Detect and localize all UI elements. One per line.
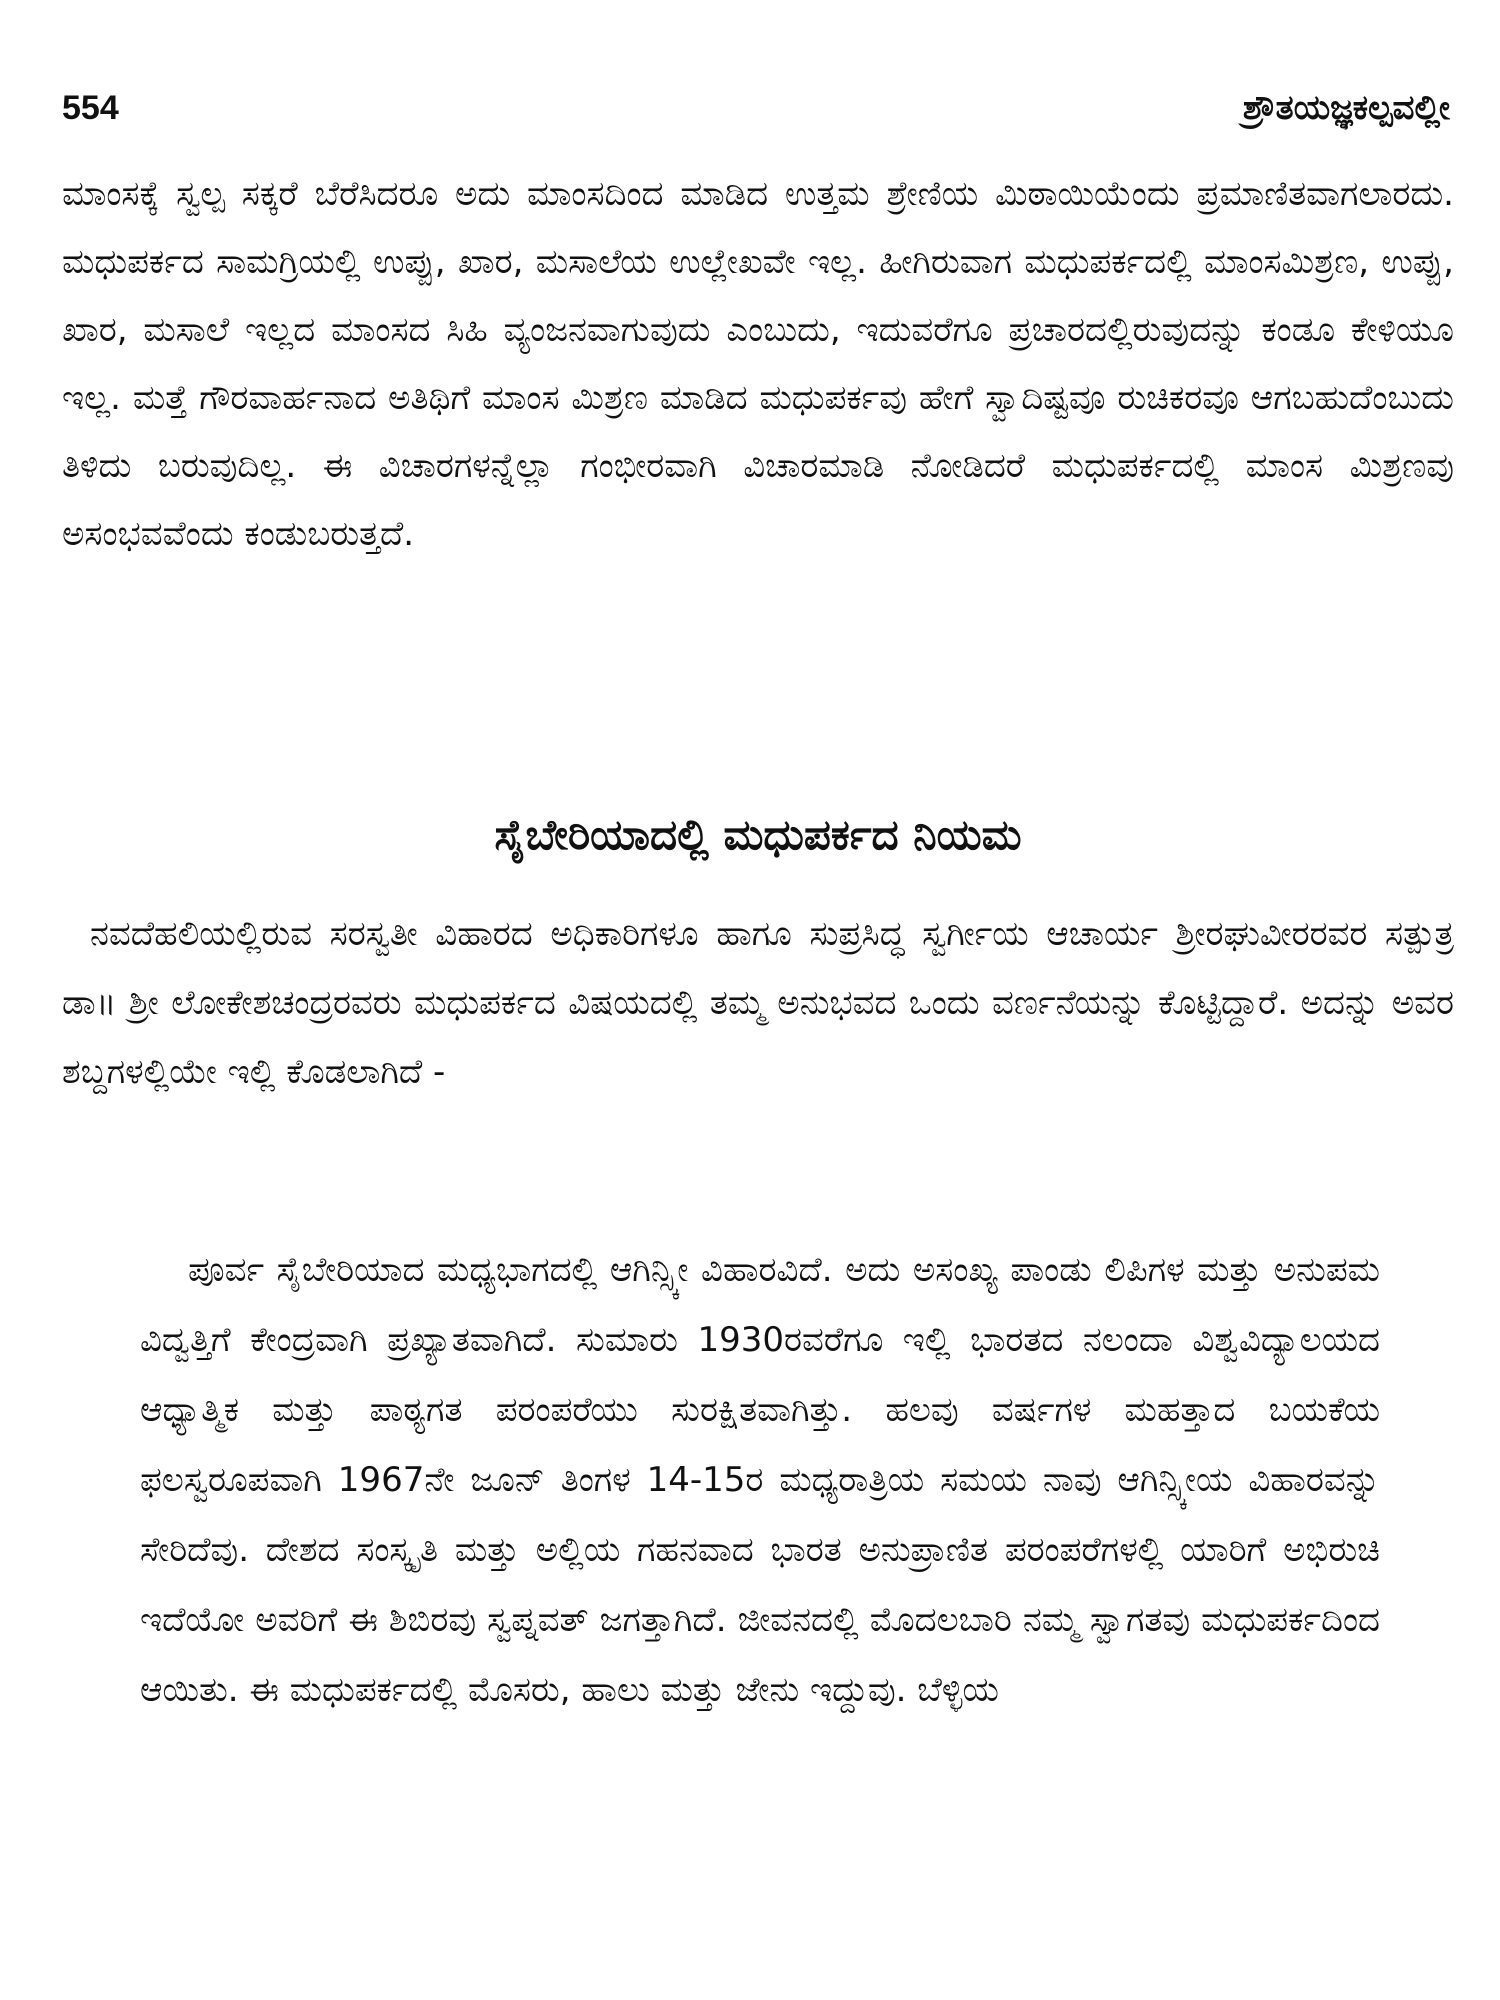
body-paragraph-1: ಮಾಂಸಕ್ಕೆ ಸ್ವಲ್ಪ ಸಕ್ಕರೆ ಬೆರೆಸಿದರೂ ಅದು ಮಾಂಸದಿಂದ ಮಾಡಿದ ಉತ್ತಮ ಶ್ರೇಣಿಯ ಮಿಠಾಯಿಯೆಂದು ಪ್ರಮಾಣಿತವಾಗಲಾರದು. ಮಧುಪರ್ಕದ ಸಾಮಗ್ರಿಯಲ್ಲಿ ಉಪ್ಪು, ಖಾರ, ಮಸಾಲೆಯ ಉಲ್ಲೇಖವೇ ಇಲ್ಲ. ಹೀಗಿರುವಾಗ ಮಧುಪರ್ಕದಲ್ಲಿ ಮಾಂಸಮಿಶ್ರಣ, ಉಪ್ಪು, ಖಾರ, ಮಸಾಲೆ ಇಲ್ಲದ ಮಾಂಸದ ಸಿಹಿ ವ್ಯಂಜನವಾಗುವುದು ಎಂಬುದು, ಇದುವರೆಗೂ ಪ್ರಚಾರದಲ್ಲಿರುವುದನ್ನು ಕಂಡೂ ಕೇಳಿಯೂ ಇಲ್ಲ. ಮತ್ತೆ ಗೌರವಾರ್ಹನಾದ ಅತಿಥಿಗೆ ಮಾಂಸ ಮಿಶ್ರಣ ಮಾಡಿದ ಮಧುಪರ್ಕವು ಹೇಗೆ ಸ್ವಾದಿಷ್ಟವೂ ರುಚಿಕರವೂ ಆಗಬಹುದೆಂಬುದು ತಿಳಿದು ಬರುವುದಿಲ್ಲ. ಈ ವಿಚಾರಗಳನ್ನೆಲ್ಲಾ ಗಂಭೀರವಾಗಿ ವಿಚಾರಮಾಡಿ ನೋಡಿದರೆ ಮಧುಪರ್ಕದಲ್ಲಿ ಮಾಂಸ ಮಿಶ್ರಣವು ಅಸಂಭವವೆಂದು ಕಂಡುಬರುತ್ತದೆ. xyxy=(62,174,1454,554)
section-heading: ಸೈಬೇರಿಯಾದಲ್ಲಿ ಮಧುಪರ್ಕದ ನಿಯಮ xyxy=(494,810,1022,859)
body-paragraph-2: ನವದೆಹಲಿಯಲ್ಲಿರುವ ಸರಸ್ವತೀ ವಿಹಾರದ ಅಧಿಕಾರಿಗಳೂ ಹಾಗೂ ಸುಪ್ರಸಿದ್ಧ ಸ್ವರ್ಗೀಯ ಆಚಾರ್ಯ ಶ್ರೀರಘುವೀರರವರ ಸತ್ಪುತ್ರ ಡಾ॥ ಶ್ರೀ ಲೋಕೇಶಚಂದ್ರರವರು ಮಧುಪರ್ಕದ ವಿಷಯದಲ್ಲಿ ತಮ್ಮ ಅನುಭವದ ಒಂದು ವರ್ಣನೆಯನ್ನು ಕೊಟ್ಟಿದ್ದಾರೆ. ಅದನ್ನು ಅವರ ಶಬ್ದಗಳಲ್ಲಿಯೇ ಇಲ್ಲಿ ಕೊಡಲಾಗಿದೆ - xyxy=(62,914,1454,1092)
page-number: 554 xyxy=(62,89,119,127)
running-title: ಶ್ರೌತಯಜ್ಞಕಲ್ಪವಲ್ಲೀ xyxy=(1242,88,1450,128)
quoted-passage: ಪೂರ್ವ ಸೈಬೇರಿಯಾದ ಮಧ್ಯಭಾಗದಲ್ಲಿ ಆಗಿನ್ಸ್ಕೀ ವಿಹಾರವಿದೆ. ಅದು ಅಸಂಖ್ಯ ಪಾಂಡು ಲಿಪಿಗಳ ಮತ್ತು ಅನುಪಮ ವಿದ್ವತ್ತಿಗೆ ಕೇಂದ್ರವಾಗಿ ಪ್ರಖ್ಯಾತವಾಗಿದೆ. ಸುಮಾರು 1930ರವರೆಗೂ ಇಲ್ಲಿ ಭಾರತದ ನಲಂದಾ ವಿಶ್ವವಿದ್ಯಾಲಯದ ಆಧ್ಯಾತ್ಮಿಕ ಮತ್ತು ಪಾಠ್ಯಗತ ಪರಂಪರೆಯು ಸುರಕ್ಷಿತವಾಗಿತ್ತು. ಹಲವು ವರ್ಷಗಳ ಮಹತ್ತಾದ ಬಯಕೆಯ ಫಲಸ್ವರೂಪವಾಗಿ 1967ನೇ ಜೂನ್ ತಿಂಗಳ 14-15ರ ಮಧ್ಯರಾತ್ರಿಯ ಸಮಯ ನಾವು ಆಗಿನ್ಸ್ಕೀಯ ವಿಹಾರವನ್ನು ಸೇರಿದೆವು. ದೇಶದ ಸಂಸ್ಕೃತಿ ಮತ್ತು ಅಲ್ಲಿಯ ಗಹನವಾದ ಭಾರತ ಅನುಪ್ರಾಣಿತ ಪರಂಪರೆಗಳಲ್ಲಿ ಯಾರಿಗೆ ಅಭಿರುಚಿ ಇದೆಯೋ ಅವರಿಗೆ ಈ ಶಿಬಿರವು ಸ್ವಪ್ನವತ್ ಜಗತ್ತಾಗಿದೆ. ಜೀವನದಲ್ಲಿ ಮೊದಲಬಾರಿ ನಮ್ಮ ಸ್ವಾಗತವು ಮಧುಪರ್ಕದಿಂದ ಆಯಿತು. ಈ ಮಧುಪರ್ಕದಲ್ಲಿ ಮೊಸರು, ಹಾಲು ಮತ್ತು ಜೇನು ಇದ್ದುವು. ಬೆಳ್ಳಿಯ xyxy=(140,1250,1380,1710)
page-header xyxy=(62,88,1450,148)
